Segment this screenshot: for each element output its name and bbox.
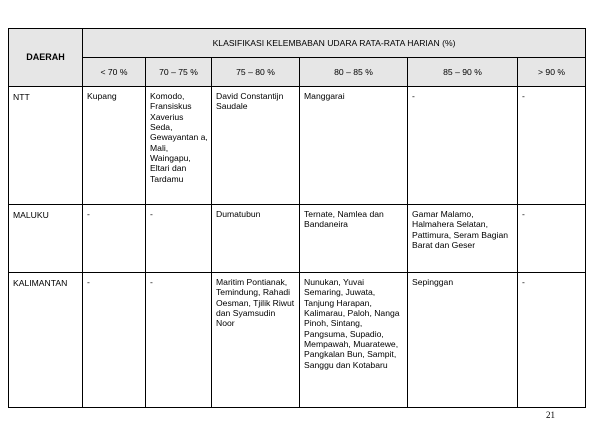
table-cell: Manggarai	[300, 87, 408, 205]
table-cell: Sepinggan	[408, 273, 518, 408]
table-cell: -	[146, 273, 212, 408]
header-range-85-90: 85 – 90 %	[408, 58, 518, 87]
table-row	[9, 273, 586, 408]
table-cell: Nunukan, Yuvai Semaring, Juwata, Tanjung Harapan, Kalimarau, Paloh, Nanga Pinoh, Sintang, Pangsuma, Supadio, Mempawah, Muaratewe, Pangkalan Bun, Sampit, Sanggu dan Kotabaru	[300, 273, 408, 408]
table-cell: Maritim Pontianak, Temindung, Rahadi Oesman, Tjilik Riwut dan Syamsudin Noor	[212, 273, 300, 408]
table-cell: Gamar Malamo, Halmahera Selatan, Pattimura, Seram Bagian Barat dan Geser	[408, 205, 518, 273]
table-cell: -	[146, 205, 212, 273]
table-cell: -	[83, 205, 146, 273]
header-range-below-70: < 70 %	[83, 58, 146, 87]
header-range-75-80: 75 – 80 %	[212, 58, 300, 87]
table-cell: -	[408, 87, 518, 205]
table-cell: Ternate, Namlea dan Bandaneira	[300, 205, 408, 273]
table-cell: Kupang	[83, 87, 146, 205]
table-cell: David Constantijn Saudale	[212, 87, 300, 205]
header-region: DAERAH	[9, 29, 83, 87]
region-cell: MALUKU	[9, 205, 83, 273]
table-cell: -	[518, 205, 586, 273]
table-row	[9, 205, 586, 273]
region-cell: KALIMANTAN	[9, 273, 83, 408]
header-classification: KLASIFIKASI KELEMBABAN UDARA RATA-RATA HARIAN (%)	[83, 29, 586, 58]
header-range-above-90: > 90 %	[518, 58, 586, 87]
table-cell: Dumatubun	[212, 205, 300, 273]
table-cell: Komodo, Fransiskus Xaverius Seda, Gewayantan a, Mali, Waingapu, Eltari dan Tardamu	[146, 87, 212, 205]
header-range-70-75: 70 – 75 %	[146, 58, 212, 87]
header-range-80-85: 80 – 85 %	[300, 58, 408, 87]
page-number: 21	[546, 410, 555, 420]
table-cell: -	[83, 273, 146, 408]
table-cell: -	[518, 87, 586, 205]
table-cell: -	[518, 273, 586, 408]
region-cell: NTT	[9, 87, 83, 205]
table-row	[9, 87, 586, 205]
humidity-classification-table	[8, 28, 586, 408]
